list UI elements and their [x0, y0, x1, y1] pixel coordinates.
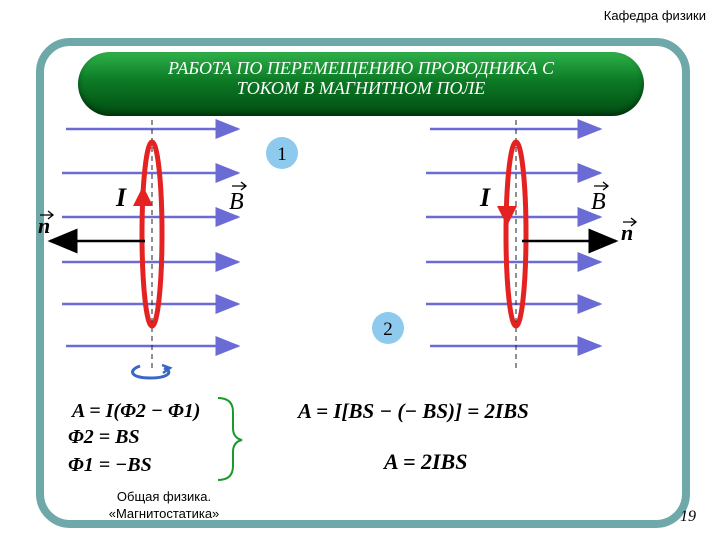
footer-line-2: «Магнитостатика»: [108, 506, 220, 521]
brace-icon: [218, 398, 242, 480]
department-label: Кафедра физики: [603, 8, 706, 23]
right-field-label: B: [591, 189, 606, 215]
footer-line-1: Общая физика.: [116, 489, 212, 504]
left-field-lines: [62, 129, 238, 346]
slide-title-line-2: ТОКОМ В МАГНИТНОМ ПОЛЕ: [236, 78, 486, 98]
position-2-label: 2: [383, 319, 393, 340]
left-normal-label: n: [38, 213, 51, 238]
left-field-label: B: [229, 189, 244, 215]
footer-course: [84, 488, 244, 522]
slide-title-line-1: РАБОТА ПО ПЕРЕМЕЩЕНИЮ ПРОВОДНИКА С: [167, 58, 555, 78]
left-current-label: I: [116, 183, 127, 212]
formula-flux-2: Φ2 = BS: [68, 426, 140, 448]
formula-work-result: A = 2IBS: [384, 449, 468, 474]
right-normal-label: n: [621, 220, 634, 245]
position-1-label: 1: [277, 144, 287, 165]
page-number: 19: [680, 508, 696, 525]
right-current-label: I: [480, 183, 491, 212]
formula-work: A = I(Φ2 − Φ1): [72, 400, 201, 422]
formula-flux-1: Φ1 = −BS: [68, 454, 152, 476]
formula-work-expanded: A = I[BS − (− BS)] = 2IBS: [298, 399, 529, 423]
rotation-arrow-icon: [133, 365, 170, 378]
